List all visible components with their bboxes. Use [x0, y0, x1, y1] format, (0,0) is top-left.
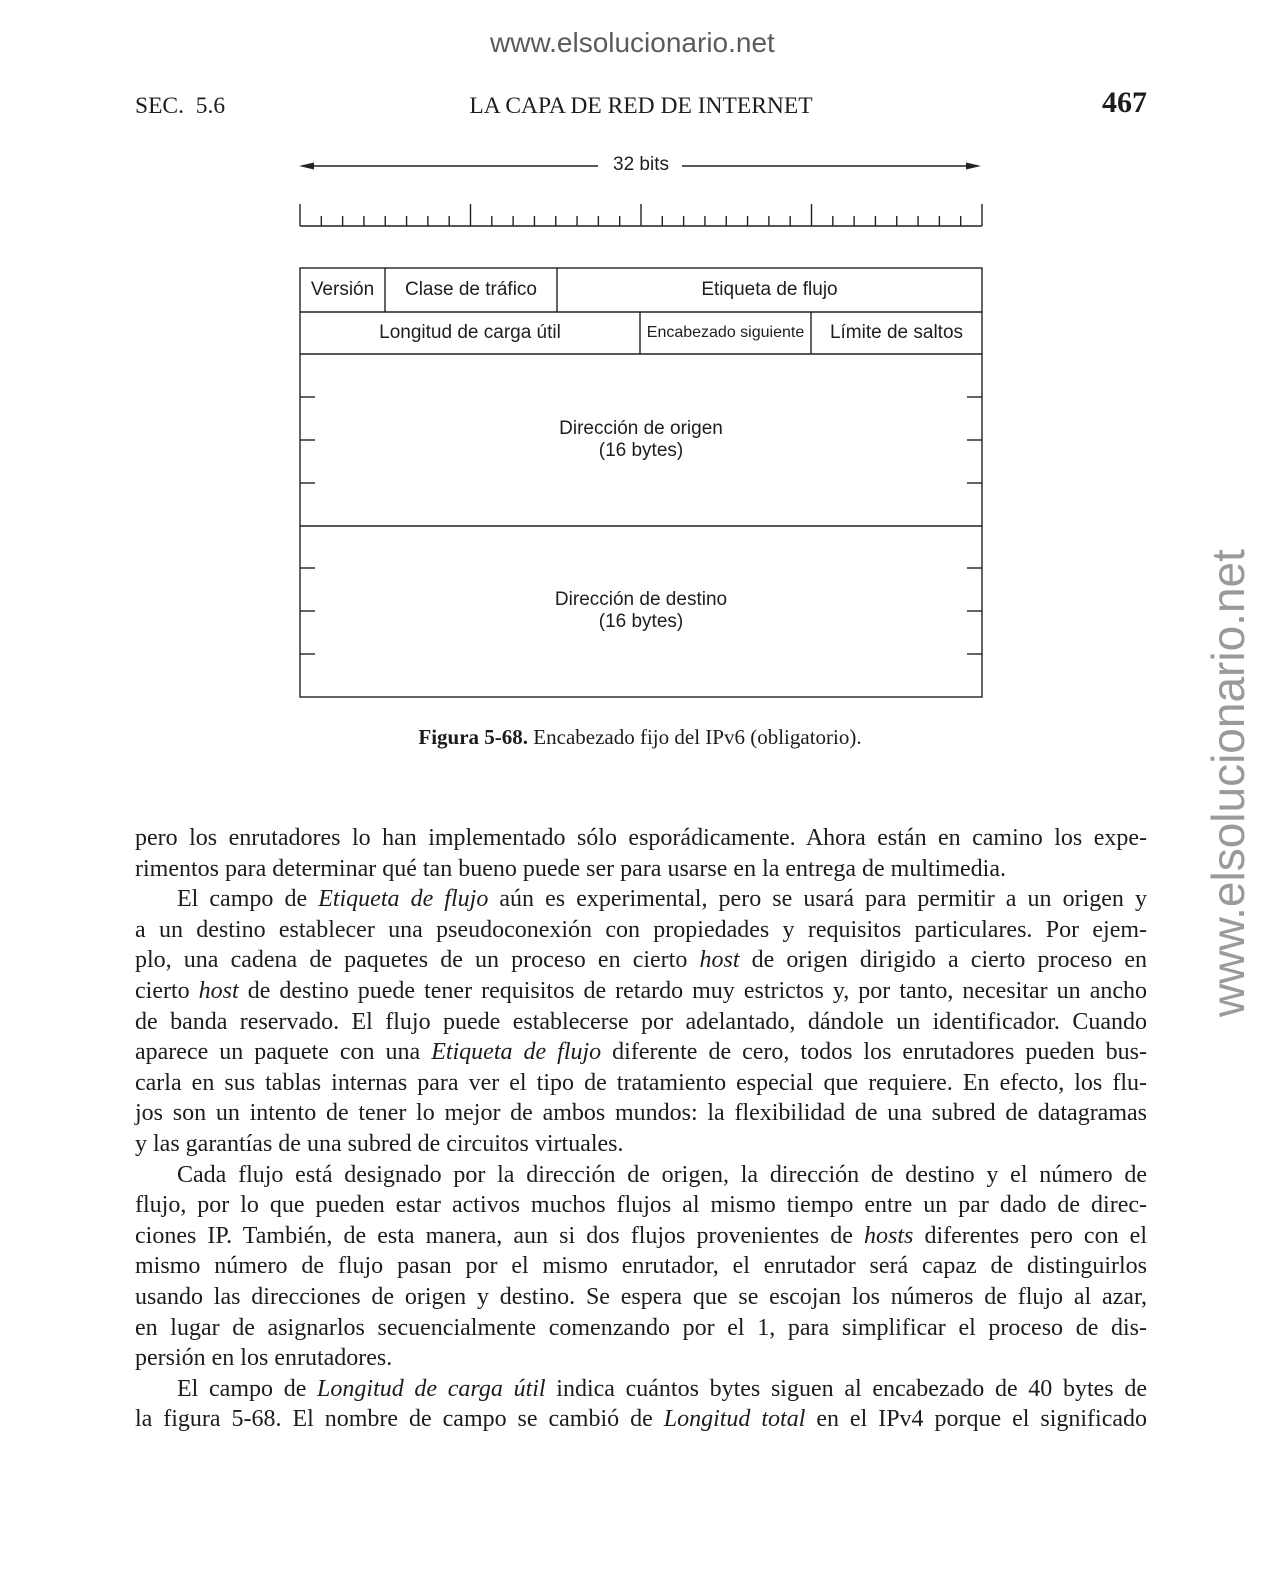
watermark-url-top: www.elsolucionario.net: [490, 27, 775, 58]
text-run: plo, una cadena de paquetes de un proceso en cierto: [135, 947, 700, 974]
field-source-address: [300, 418, 982, 462]
field-destination-address: [300, 589, 982, 633]
body-line: [135, 1221, 1147, 1252]
text-run: cierto: [135, 977, 199, 1004]
text-run: El campo de: [177, 886, 319, 913]
body-line: [135, 976, 1147, 1007]
text-run: diferentes pero con el: [913, 1222, 1147, 1249]
text-run: carla en sus tablas internas para ver el tipo de tratamiento especial que requiere. En efecto, los flu-: [135, 1069, 1147, 1096]
field-version: Versión: [310, 279, 375, 300]
body-line: [135, 1037, 1147, 1068]
paragraph: [135, 823, 1147, 884]
text-run: indica cuántos bytes siguen al encabezado de 40 bytes de: [545, 1375, 1147, 1402]
body-line: [135, 854, 1147, 885]
field-hop-limit: Límite de saltos: [829, 322, 964, 343]
watermark-url-side: www.elsolucionario.net: [1202, 549, 1254, 1017]
ipv6-header-diagram: [0, 0, 1280, 760]
emphasis-run: Etiqueta de flujo: [318, 886, 489, 913]
text-run: en el IPv4 porque el significado: [805, 1406, 1148, 1433]
emphasis-run: host: [699, 947, 740, 974]
body-line: [135, 884, 1147, 915]
destination-address-label: Dirección de destino: [554, 589, 728, 610]
emphasis-run: Longitud total: [663, 1406, 806, 1433]
body-line: [135, 1129, 1147, 1160]
page-number: 467: [1102, 86, 1147, 119]
width-arrow-right-head: [966, 163, 981, 170]
text-run: Cada flujo está designado por la dirección de origen, la dirección de destino y el número de: [177, 1161, 1147, 1188]
width-label: 32 bits: [613, 154, 669, 175]
text-run: flujo, por lo que pueden estar activos muchos flujos al mismo tiempo entre un par dado de direc-: [135, 1192, 1147, 1219]
width-arrow-left-head: [299, 163, 314, 170]
body-line: [135, 823, 1147, 854]
text-run: pero los enrutadores lo han implementado sólo esporádicamente. Ahora están en camino los expe-: [135, 825, 1147, 851]
destination-address-size: (16 bytes): [598, 611, 684, 632]
text-run: ciones IP. También, de esta manera, aun si dos flujos provenientes de: [135, 1222, 864, 1249]
body-line: [135, 1313, 1147, 1344]
text-run: de origen dirigido a cierto proceso en: [739, 947, 1147, 974]
text-run: diferente de cero, todos los enrutadores pueden bus-: [601, 1039, 1147, 1066]
body-line: [135, 1282, 1147, 1313]
body-text: [135, 823, 1147, 1435]
field-traffic-class: Clase de tráfico: [404, 279, 537, 300]
text-run: mismo número de flujo pasan por el mismo enrutador, el enrutador será capaz de distinguirlos: [135, 1253, 1147, 1280]
emphasis-run: host: [198, 977, 239, 1004]
body-line: [135, 1098, 1147, 1129]
body-line: [135, 915, 1147, 946]
text-run: aparece un paquete con una: [135, 1039, 432, 1066]
bit-ruler: [300, 204, 982, 226]
body-line: [135, 1007, 1147, 1038]
text-run: aún es experimental, pero se usará para permitir a un origen y: [488, 886, 1148, 913]
body-line: [135, 1404, 1147, 1435]
field-next-header: Encabezado siguiente: [646, 324, 805, 341]
field-payload-length: Longitud de carga útil: [379, 322, 561, 343]
text-run: de banda reservado. El flujo puede establecerse por adelantado, dándole un identificador. Cuando: [135, 1008, 1147, 1035]
emphasis-run: hosts: [863, 1222, 914, 1249]
text-run: en lugar de asignarlos secuencialmente comenzando por el 1, para simplificar el proceso de dis-: [135, 1314, 1147, 1341]
text-run: de destino puede tener requisitos de retardo muy estrictos y, por tanto, necesitar un ancho: [238, 977, 1147, 1004]
text-run: y las garantías de una subred de circuitos virtuales.: [135, 1130, 624, 1157]
body-line: [135, 1374, 1147, 1405]
body-line: [135, 945, 1147, 976]
section-number: SEC. 5.6: [135, 93, 226, 119]
chapter-running-title: LA CAPA DE RED DE INTERNET: [469, 93, 813, 119]
text-run: jos son un intento de tener lo mejor de ambos mundos: la flexibilidad de una subred de datagramas: [135, 1100, 1147, 1127]
emphasis-run: Etiqueta de flujo: [431, 1039, 602, 1066]
figure-caption-label: Figura 5-68.: [418, 725, 529, 749]
text-run: la figura 5-68. El nombre de campo se cambió de: [135, 1406, 664, 1433]
source-address-label: Dirección de origen: [559, 418, 723, 439]
figure-caption-text: Encabezado fijo del IPv6 (obligatorio).: [533, 725, 862, 749]
text-run: usando las direcciones de origen y destino. Se espera que se escojan los números de flujo al azar,: [135, 1283, 1147, 1310]
figure-caption: [0, 727, 1280, 748]
body-line: [135, 1190, 1147, 1221]
paragraph: [135, 884, 1147, 1159]
body-line: [135, 1068, 1147, 1099]
text-run: a un destino establecer una pseudoconexión con propiedades y requisitos particulares. Por ejem-: [135, 916, 1147, 943]
emphasis-run: Longitud de carga útil: [317, 1375, 546, 1402]
body-line: [135, 1343, 1147, 1374]
field-flow-label: Etiqueta de flujo: [701, 279, 838, 300]
body-line: [135, 1251, 1147, 1282]
body-line: [135, 1160, 1147, 1191]
paragraph: [135, 1160, 1147, 1374]
text-run: rimentos para determinar qué tan bueno puede ser para usarse en la entrega de multimedia.: [135, 855, 1006, 882]
source-address-size: (16 bytes): [598, 440, 684, 461]
paragraph: [135, 1374, 1147, 1435]
text-run: El campo de: [177, 1375, 318, 1402]
text-run: persión en los enrutadores.: [135, 1345, 393, 1372]
